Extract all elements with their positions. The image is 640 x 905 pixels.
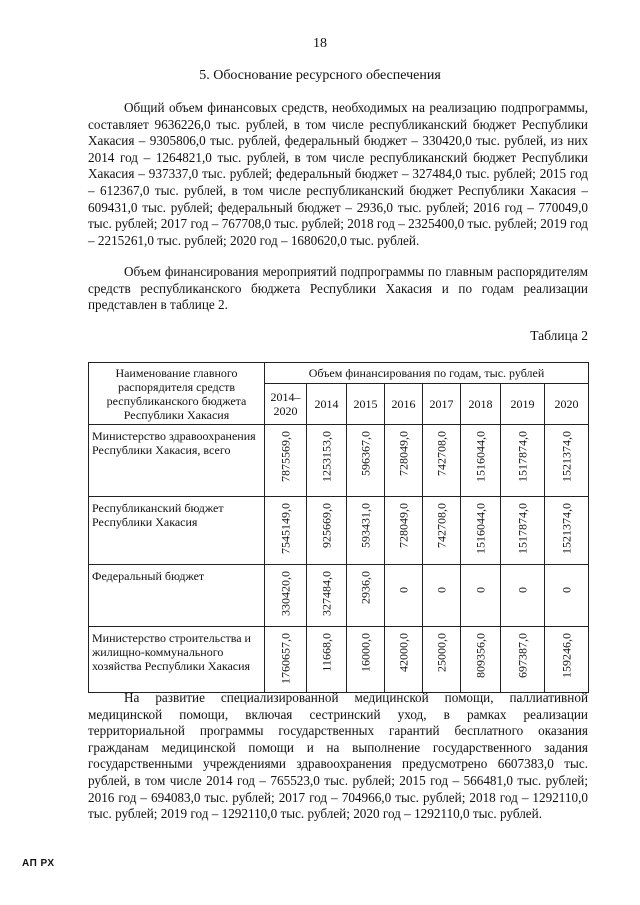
row-name: Министерство здравоохранения Республики Хакасия, всего [89,425,265,497]
table-cell: 593431,0 [358,503,372,548]
header-year: 2014–2020 [265,384,307,425]
table-cell: 1517874,0 [515,431,529,482]
header-distributor-name: Наименование главного распорядителя средств республиканского бюджета Республики Хакасия [89,363,265,425]
table-cell: 7545149,0 [278,503,292,554]
table-row [89,627,589,693]
table-cell: 0 [515,587,529,593]
table-cell: 0 [396,587,410,593]
table-cell: 809356,0 [473,633,487,678]
row-name: Федеральный бюджет [89,565,265,627]
table-cell: 11668,0 [319,633,333,672]
table-cell: 7875569,0 [278,431,292,482]
table-cell: 596367,0 [358,431,372,476]
page-number: 18 [313,36,327,51]
funding-table [88,362,589,693]
paragraph-specialized-care: На развитие специализированной медицинской помощи, паллиативной медицинской помощи, включая сестринский уход, в рамках реализации территориальной программы государственных гарантий бесплатного оказания гражданам медицинской помощи и на выполнение государственного задания государственными учреждениями здравоохранения предусмотрено 6607383,0 тыс. рублей, в том числе 2014 год – 765523,0 тыс. рублей; 2015 год – 566481,0 тыс. рублей; 2016 год – 694083,0 тыс. рублей; 2017 год – 704966,0 тыс. рублей; 2018 год – 1292110,0 тыс. рублей; 2019 год – 1292110,0 тыс. рублей; 2020 год – 1292110,0 тыс. рублей. [88,690,588,822]
row-name: Министерство строительства и жилищно-коммунального хозяйства Республики Хакасия [89,627,265,693]
header-year: 2016 [385,384,423,425]
section-title: 5. Обоснование ресурсного обеспечения [199,68,441,83]
table-row [89,425,589,497]
header-year: 2014 [307,384,347,425]
table-caption: Таблица 2 [530,328,588,343]
table-cell: 1516044,0 [473,431,487,482]
table-cell: 1253153,0 [319,431,333,482]
header-year: 2019 [501,384,545,425]
table-cell: 25000,0 [434,633,448,672]
table-cell: 697387,0 [515,633,529,678]
header-funding-volume: Объем финансирования по годам, тыс. рублей [265,363,589,384]
table-cell: 742708,0 [434,431,448,476]
table-cell: 1521374,0 [559,431,573,482]
table-row [89,497,589,565]
table-cell: 0 [559,587,573,593]
table-cell: 728049,0 [396,431,410,476]
table-cell: 1517874,0 [515,503,529,554]
table-cell: 0 [473,587,487,593]
header-year: 2020 [545,384,589,425]
table-cell: 728049,0 [396,503,410,548]
table-cell: 330420,0 [278,571,292,616]
header-year: 2015 [347,384,385,425]
row-name: Республиканский бюджет Республики Хакасия [89,497,265,565]
table-cell: 16000,0 [358,633,372,672]
table-cell: 742708,0 [434,503,448,548]
table-cell: 2936,0 [358,571,372,604]
table-row [89,565,589,627]
table-cell: 42000,0 [396,633,410,672]
table-cell: 1516044,0 [473,503,487,554]
paragraph-funding-by-distributor: Объем финансирования мероприятий подпрограммы по главным распорядителям средств республиканского бюджета Республики Хакасия и по годам реализации представлен в таблице 2. [88,264,588,313]
table-cell: 925669,0 [319,503,333,548]
paragraph-total-funding: Общий объем финансовых средств, необходимых на реализацию подпрограммы, составляет 9636226,0 тыс. рублей, в том числе республиканский бюджет Республики Хакасия – 9305806,0 тыс. рублей, федеральный бюджет – 330420,0 тыс. рублей, из них 2014 год – 1264821,0 тыс. рублей, в том числе республиканский бюджет Республики Хакасия – 937337,0 тыс. рублей; федеральный бюджет – 327484,0 тыс. рублей; 2015 год – 612367,0 тыс. рублей, в том числе республиканский бюджет Республики Хакасия – 609431,0 тыс. рублей; федеральный бюджет – 2936,0 тыс. рублей; 2016 год – 770049,0 тыс. рублей; 2017 год – 767708,0 тыс. рублей; 2018 год – 2325400,0 тыс. рублей; 2019 год – 2215261,0 тыс. рублей; 2020 год – 1680620,0 тыс. рублей. [88,100,588,248]
table-cell: 1521374,0 [559,503,573,554]
table-cell: 327484,0 [319,571,333,616]
table-cell: 159246,0 [559,633,573,678]
table-cell: 1760657,0 [278,633,292,684]
header-year: 2018 [461,384,501,425]
table-cell: 0 [434,587,448,593]
footer-mark: АП РХ [22,858,55,869]
header-year: 2017 [423,384,461,425]
